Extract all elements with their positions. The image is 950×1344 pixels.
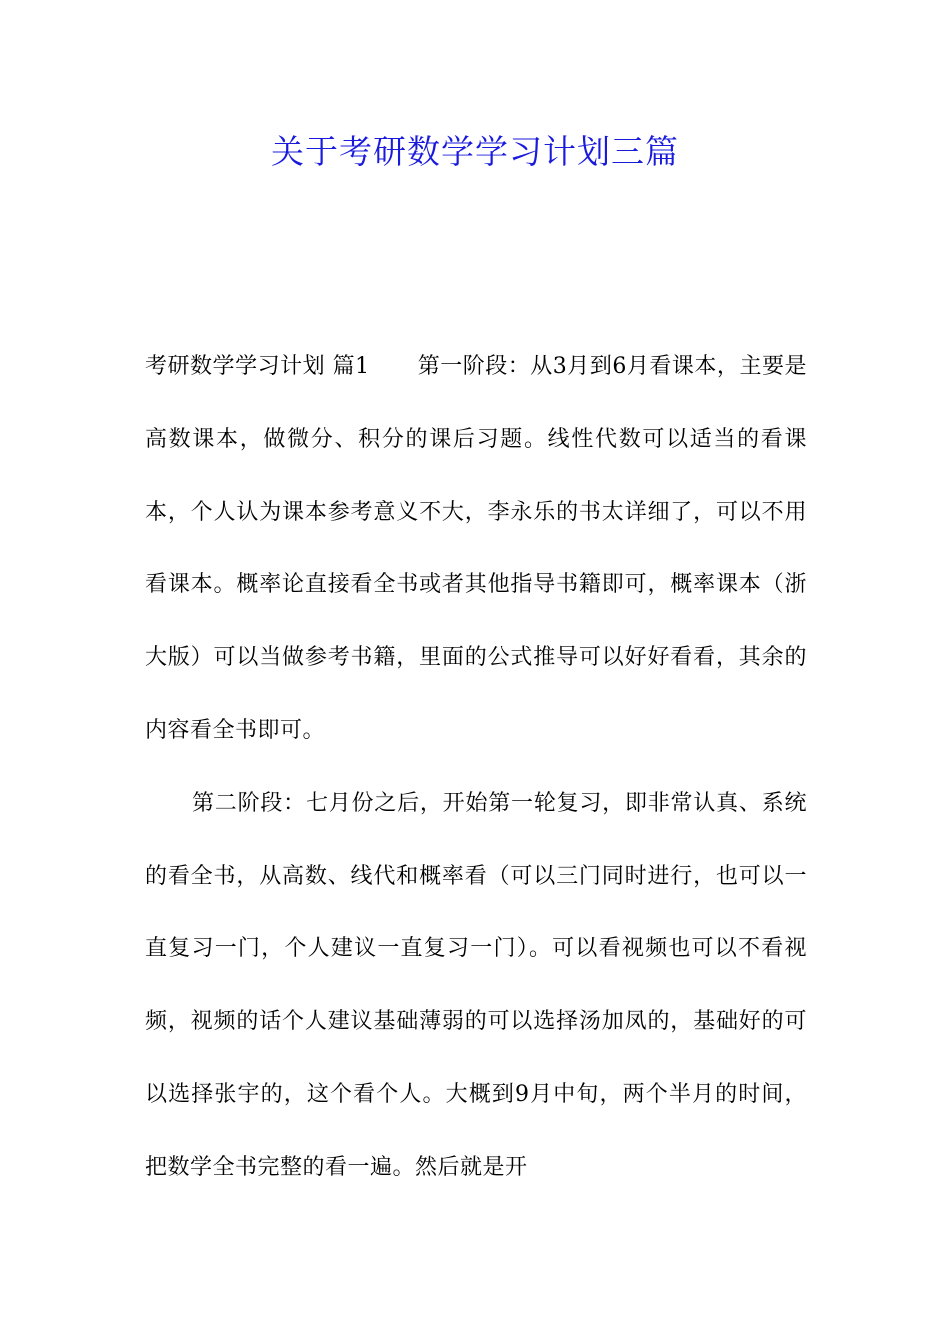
- paragraph-2: [145, 768, 807, 1205]
- paragraph-2-text: 第二阶段：七月份之后，开始第一轮复习，即非常认真、系统的看全书，从高数、线代和概率看（可以三门同时进行，也可以一直复习一门，个人建议一直复习一门）。可以看视频也可以不看视频，视频的话个人建议基础薄弱的可以选择汤加凤的，基础好的可以选择张宇的，这个看个人。大概到9月中旬，两个半月的时间，把数学全书完整的看一遍。然后就是开: [145, 790, 807, 1180]
- paragraph-1: [145, 331, 807, 768]
- paragraph-1-text: 第一阶段：从3月到6月看课本，主要是高数课本，做微分、积分的课后习题。线性代数可以适当的看课本，个人认为课本参考意义不大，李永乐的书太详细了，可以不用看课本。概率论直接看全书或者其他指导书籍即可，概率课本（浙大版）可以当做参考书籍，里面的公式推导可以好好看看，其余的内容看全书即可。: [145, 354, 807, 743]
- document-title: 关于考研数学学习计划三篇: [271, 132, 679, 171]
- section-heading: 考研数学学习计划 篇1: [145, 354, 370, 379]
- document-body: [145, 331, 807, 1205]
